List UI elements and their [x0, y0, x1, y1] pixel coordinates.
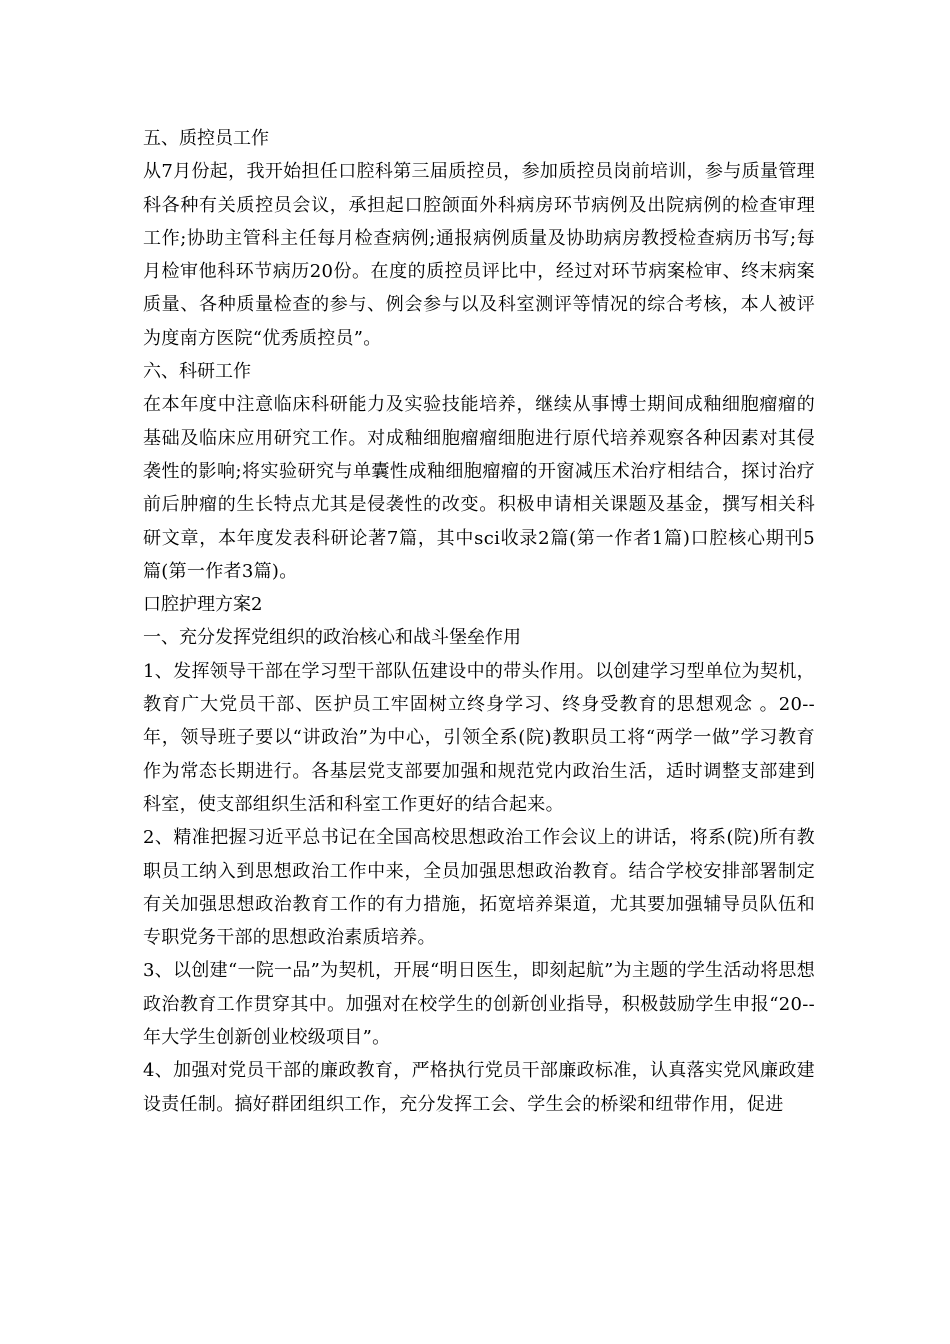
paragraph-quality-control: 从7月份起，我开始担任口腔科第三届质控员，参加质控员岗前培训，参与质量管理科各种有关质控员会议，承担起口腔颌面外科病房环节病例及出院病例的检查审理工作;协助主管科主任每月检查病例;通报病例质量及协助病房教授检查病历书写;每月检审他科环节病历20份。在度的质控员评比中，经过对环节病案检审、终末病案质量、各种质量检查的参与、例会参与以及科室测评等情况的综合考核，本人被评为度南方医院“优秀质控员”。	[143, 161, 815, 349]
paragraph-item-4: 4、加强对党员干部的廉政教育，严格执行党员干部廉政标准，认真落实党风廉政建设责任制。搞好群团组织工作，充分发挥工会、学生会的桥梁和纽带作用，促进	[143, 1060, 815, 1115]
paragraph-item-2: 2、精准把握习近平总书记在全国高校思想政治工作会议上的讲话，将系(院)所有教职员工纳入到思想政治工作中来，全员加强思想政治教育。结合学校安排部署制定有关加强思想政治教育工作的有力措施，拓宽培养渠道，尤其要加强辅导员队伍和专职党务干部的思想政治素质培养。	[143, 827, 815, 949]
section-heading-research: 六、科研工作	[143, 361, 251, 383]
document-body	[143, 122, 815, 1121]
document-title-plan-2: 口腔护理方案2	[143, 594, 263, 616]
paragraph-item-3: 3、以创建“一院一品”为契机，开展“明日医生，即刻起航”为主题的学生活动将思想政治教育工作贯穿其中。加强对在校学生的创新创业指导，积极鼓励学生申报“20--年大学生创新创业校级项目”。	[143, 960, 815, 1049]
section-heading-quality-control: 五、质控员工作	[143, 128, 269, 149]
paragraph-research: 在本年度中注意临床科研能力及实验技能培养，继续从事博士期间成釉细胞瘤瘤的基础及临床应用研究工作。对成釉细胞瘤瘤细胞进行原代培养观察各种因素对其侵袭性的影响;将实验研究与单囊性成釉细胞瘤瘤的开窗减压术治疗相结合，探讨治疗前后肿瘤的生长特点尤其是侵袭性的改变。积极申请相关课题及基金，撰写相关科研文章，本年度发表科研论著7篇，其中sci收录2篇(第一作者1篇)口腔核心期刊5篇(第一作者3篇)。	[143, 394, 815, 582]
section-heading-party-role: 一、充分发挥党组织的政治核心和战斗堡垒作用	[143, 627, 521, 649]
paragraph-item-1: 1、发挥领导干部在学习型干部队伍建设中的带头作用。以创建学习型单位为契机，教育广大党员干部、医护员工牢固树立终身学习、终身受教育的思想观念 。20--年，领导班子要以“讲政治”为中心，引领全系(院)教职员工将“两学一做”学习教育作为常态长期进行。各基层党支部要加强和规范党内政治生活，适时调整支部建到科室，使支部组织生活和科室工作更好的结合起来。	[143, 660, 815, 815]
